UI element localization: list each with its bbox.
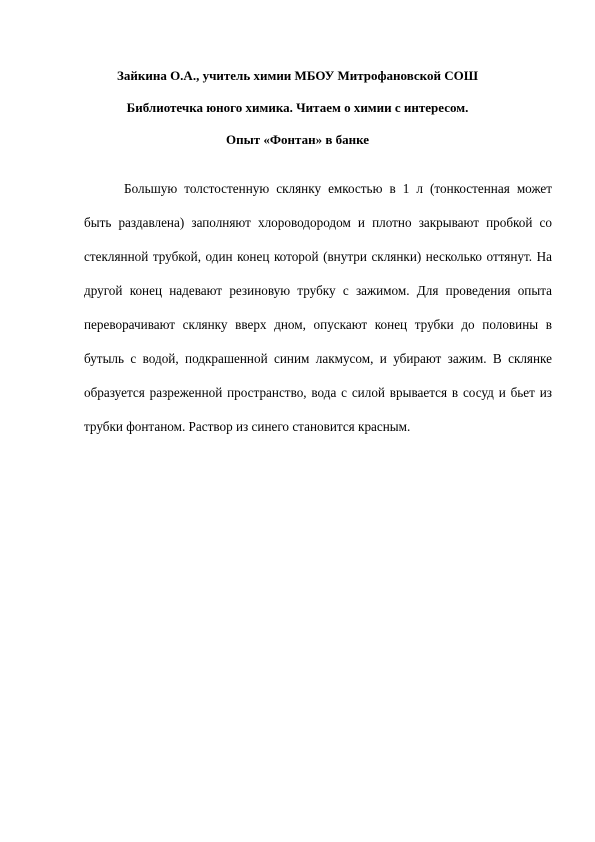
author-line: Зайкина О.А., учитель химии МБОУ Митрофановской СОШ bbox=[117, 68, 478, 83]
document-title: Опыт «Фонтан» в банке bbox=[225, 132, 370, 147]
series-line: Библиотечка юного химика. Читаем о химии с интересом. bbox=[126, 100, 469, 115]
body-paragraph: Большую толстостенную склянку емкостью в 1 л (тонкостенная может быть раздавлена) заполняют хлороводородом и плотно закрывают пробкой со стеклянной трубкой, один конец которой (внутри склянки) несколько оттянут. На другой конец надевают резиновую трубку с зажимом. Для проведения опыта переворачивают склянку вверх дном, опускают конец трубки до половины в бутыль с водой, подкрашенной синим лакмусом, и убирают зажим. В склянке образуется разреженной пространство, вода с силой врывается в сосуд и бьет из трубки фонтаном. Раствор из синего становится красным. bbox=[84, 181, 552, 434]
